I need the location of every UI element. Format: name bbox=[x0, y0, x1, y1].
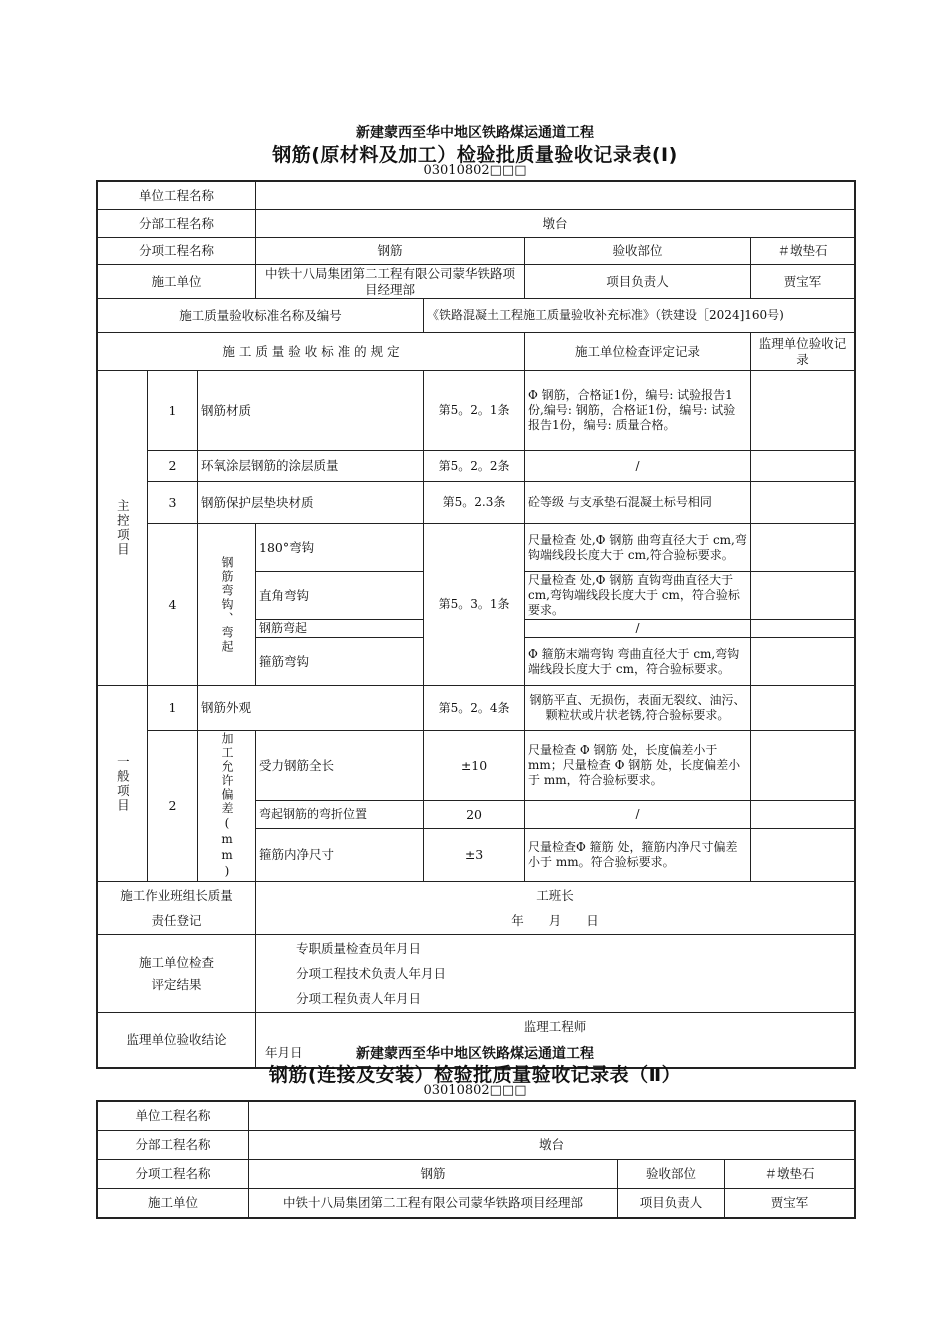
division-label: 分部工程名称 bbox=[98, 1131, 249, 1160]
item-record[interactable]: 砼等级 与支承垫石混凝土标号相同 bbox=[525, 482, 751, 524]
col-header-supervisor: 监理单位验收记录 bbox=[751, 333, 855, 371]
sub-item-name: 弯起钢筋的弯折位置 bbox=[256, 800, 424, 828]
supervisor-record[interactable] bbox=[751, 731, 855, 801]
general-group-label: 一般项目 bbox=[98, 686, 148, 882]
contractor-value[interactable]: 中铁十八局集团第二工程有限公司蒙华铁路项目经理部 bbox=[249, 1189, 618, 1218]
item-no: 1 bbox=[148, 371, 198, 451]
table-row bbox=[98, 686, 855, 731]
inspection-table-2 bbox=[97, 1101, 855, 1218]
tolerance-value: ±3 bbox=[424, 828, 525, 881]
item-clause: 第5。2.3条 bbox=[424, 482, 525, 524]
supervisor-record[interactable] bbox=[751, 686, 855, 731]
main-group-label: 主控项目 bbox=[98, 371, 148, 686]
standard-value[interactable]: 《铁路混凝土工程施工质量验收补充标准》（铁建设［2024]160号) bbox=[424, 299, 855, 333]
contractor-label: 施工单位 bbox=[98, 265, 256, 299]
bend-group-label: 钢筋弯钩、弯起 bbox=[198, 524, 256, 686]
item-no: 1 bbox=[148, 686, 198, 731]
manager-value[interactable]: 贾宝军 bbox=[725, 1189, 855, 1218]
tolerance-value: ±10 bbox=[424, 731, 525, 801]
tolerance-value: 20 bbox=[424, 800, 525, 828]
table-row bbox=[98, 524, 855, 572]
item-record[interactable]: / bbox=[525, 620, 751, 638]
unit-project-value[interactable] bbox=[249, 1102, 855, 1131]
accept-part-value[interactable]: ＃墩垫石 bbox=[751, 238, 855, 265]
sub-item-name: 180°弯钩 bbox=[256, 524, 424, 572]
item-clause: 第5。2。1条 bbox=[424, 371, 525, 451]
division-label: 分部工程名称 bbox=[98, 210, 256, 238]
item-name: 钢筋保护层垫块材质 bbox=[198, 482, 424, 524]
sub-item-name: 钢筋弯起 bbox=[256, 620, 424, 638]
item-record[interactable]: / bbox=[525, 800, 751, 828]
item-name: 环氧涂层钢筋的涂层质量 bbox=[198, 451, 424, 482]
item-record[interactable]: / bbox=[525, 451, 751, 482]
form-code-2: 03010802□□□ bbox=[423, 1083, 527, 1098]
item-name: 钢筋材质 bbox=[198, 371, 424, 451]
unit-project-label: 单位工程名称 bbox=[98, 182, 256, 210]
item-record[interactable]: 钢筋平直、无损伤，表面无裂纹、油污、颗粒状或片状老锈,符合验标要求。 bbox=[525, 686, 751, 731]
supervisor-record[interactable] bbox=[751, 638, 855, 686]
col-header-check: 施工单位检查评定记录 bbox=[525, 333, 751, 371]
item-clause: 第5。2。4条 bbox=[424, 686, 525, 731]
table-row bbox=[98, 451, 855, 482]
manager-label: 项目负责人 bbox=[618, 1189, 725, 1218]
eval-label: 施工单位检查 评定结果 bbox=[98, 935, 256, 1013]
form-title: 钢筋(原材料及加工）检验批质量验收记录表(Ⅰ) bbox=[272, 144, 678, 166]
division-value[interactable]: 墩台 bbox=[256, 210, 855, 238]
supervisor-record[interactable] bbox=[751, 482, 855, 524]
sub-item-name: 箍筋内净尺寸 bbox=[256, 828, 424, 881]
form-code: 03010802□□□ bbox=[423, 163, 527, 178]
project-title: 新建蒙西至华中地区铁路煤运通道工程 bbox=[356, 125, 594, 141]
team-label: 施工作业班组长质量 责任登记 bbox=[98, 882, 256, 935]
item-record[interactable]: 尺量检查Φ 箍筋 处，箍筋内净尺寸偏差小于 mm。符合验标要求。 bbox=[525, 828, 751, 881]
table-row bbox=[98, 482, 855, 524]
supervisor-record[interactable] bbox=[751, 371, 855, 451]
item-no: 4 bbox=[148, 524, 198, 686]
form-title-2: 钢筋(连接及安装）检验批质量验收记录表（Ⅱ） bbox=[268, 1064, 682, 1086]
subitem-value[interactable]: 钢筋 bbox=[249, 1160, 618, 1189]
project-title-2: 新建蒙西至华中地区铁路煤运通道工程 bbox=[356, 1046, 594, 1062]
item-record[interactable]: 尺量检查 处,Φ 钢筋 直钩弯曲直径大于 cm,弯钩端线段长度大于 cm，符合验标要求。 bbox=[525, 572, 751, 620]
standard-label: 施工质量验收标准名称及编号 bbox=[98, 299, 424, 333]
item-clause: 第5。2。2条 bbox=[424, 451, 525, 482]
contractor-label: 施工单位 bbox=[98, 1189, 249, 1218]
sub-item-name: 直角弯钩 bbox=[256, 572, 424, 620]
table-row bbox=[98, 371, 855, 451]
subitem-label: 分项工程名称 bbox=[98, 1160, 249, 1189]
team-signoff[interactable]: 工班长 年 月 日 bbox=[256, 882, 855, 935]
item-record[interactable]: Φ 钢筋，合格证1份，编号: 试验报告1份,编号: 钢筋，合格证1份，编号: 试验报告1份，编号: 质量合格。 bbox=[525, 371, 751, 451]
item-no: 2 bbox=[148, 451, 198, 482]
item-record[interactable]: 尺量检查 Φ 钢筋 处，长度偏差小于 mm；尺量检查 Φ 钢筋 处，长度偏差小于 mm，符合验标要求。 bbox=[525, 731, 751, 801]
inspection-table-1 bbox=[97, 181, 855, 1068]
manager-value[interactable]: 贾宝军 bbox=[751, 265, 855, 299]
item-no: 3 bbox=[148, 482, 198, 524]
item-record[interactable]: Φ 箍筋末端弯钩 弯曲直径大于 cm,弯钩端线段长度大于 cm，符合验标要求。 bbox=[525, 638, 751, 686]
col-header-rules: 施 工 质 量 验 收 标 准 的 规 定 bbox=[98, 333, 525, 371]
subitem-label: 分项工程名称 bbox=[98, 238, 256, 265]
contractor-value[interactable]: 中铁十八局集团第二工程有限公司蒙华铁路项目经理部 bbox=[256, 265, 525, 299]
supervisor-record[interactable] bbox=[751, 800, 855, 828]
supervisor-record[interactable] bbox=[751, 828, 855, 881]
unit-project-label: 单位工程名称 bbox=[98, 1102, 249, 1131]
supervision-signoff[interactable]: 监理工程师 年月日 bbox=[256, 1013, 855, 1068]
table-row bbox=[98, 731, 855, 801]
accept-part-value[interactable]: ＃墩垫石 bbox=[725, 1160, 855, 1189]
subitem-value[interactable]: 钢筋 bbox=[256, 238, 525, 265]
supervision-label: 监理单位验收结论 bbox=[98, 1013, 256, 1068]
accept-part-label: 验收部位 bbox=[618, 1160, 725, 1189]
sub-item-name: 受力钢筋全长 bbox=[256, 731, 424, 801]
tolerance-group-label: 加工允许偏差(mm) bbox=[198, 731, 256, 882]
supervisor-record[interactable] bbox=[751, 620, 855, 638]
sub-item-name: 箍筋弯钩 bbox=[256, 638, 424, 686]
item-name: 钢筋外观 bbox=[198, 686, 424, 731]
accept-part-label: 验收部位 bbox=[525, 238, 751, 265]
supervisor-record[interactable] bbox=[751, 451, 855, 482]
item-no: 2 bbox=[148, 731, 198, 882]
item-clause: 第5。3。1条 bbox=[424, 524, 525, 686]
division-value[interactable]: 墩台 bbox=[249, 1131, 855, 1160]
manager-label: 项目负责人 bbox=[525, 265, 751, 299]
supervisor-record[interactable] bbox=[751, 572, 855, 620]
supervisor-record[interactable] bbox=[751, 524, 855, 572]
eval-signoff[interactable]: 专职质量检查员年月日 分项工程技术负责人年月日 分项工程负责人年月日 bbox=[256, 935, 855, 1013]
item-record[interactable]: 尺量检查 处,Φ 钢筋 曲弯直径大于 cm,弯钩端线段长度大于 cm,符合验标要求。 bbox=[525, 524, 751, 572]
unit-project-value[interactable] bbox=[256, 182, 855, 210]
